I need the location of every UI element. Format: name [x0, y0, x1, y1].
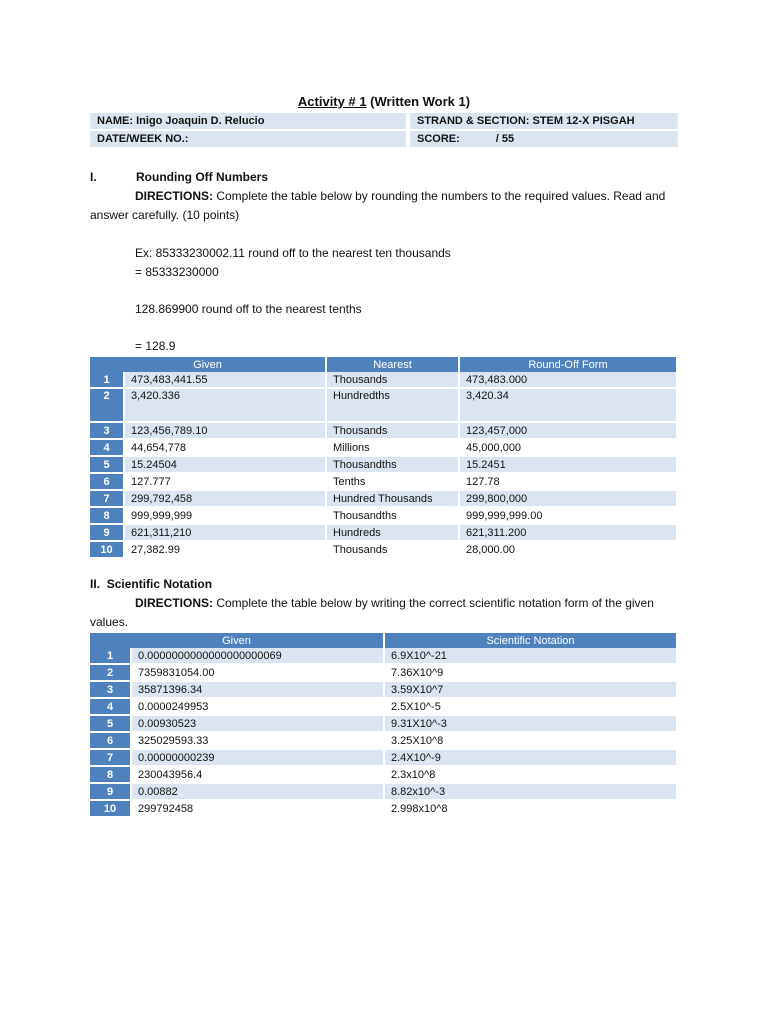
nearest-cell: Hundreds — [326, 524, 459, 541]
section-2-number: II. — [90, 577, 101, 591]
nearest-cell: Millions — [326, 439, 459, 456]
directions-text: Complete the table below by rounding the numbers to the required values. Read and answer carefully. (10 points) — [90, 189, 666, 222]
row-number: 8 — [90, 766, 131, 783]
given-cell: 0.00000000239 — [131, 749, 384, 766]
row-number: 4 — [90, 439, 124, 456]
row-number: 7 — [90, 749, 131, 766]
score-cell — [410, 130, 678, 148]
row-number: 10 — [90, 541, 124, 558]
example-2-line-1: 128.869900 round off to the nearest tenths — [135, 302, 362, 316]
row-number: 7 — [90, 490, 124, 507]
section-1-heading — [90, 170, 268, 184]
date-week: DATE/WEEK NO.: — [90, 130, 406, 148]
given-cell: 999,999,999 — [124, 507, 326, 524]
nearest-cell: Thousandths — [326, 507, 459, 524]
scientific-table-header — [90, 633, 677, 648]
notation-cell: 2.3x10^8 — [384, 766, 677, 783]
notation-cell: 2.4X10^-9 — [384, 749, 677, 766]
table-row — [90, 422, 677, 439]
given-cell: 44,654,778 — [124, 439, 326, 456]
rounding-table — [90, 357, 678, 559]
table-row — [90, 698, 677, 715]
table-row — [90, 749, 677, 766]
table-row — [90, 715, 677, 732]
nearest-cell: Thousandths — [326, 456, 459, 473]
row-number: 4 — [90, 698, 131, 715]
row-number: 10 — [90, 800, 131, 817]
score-value: / 55 — [495, 133, 515, 145]
directions-label: DIRECTIONS: — [135, 596, 213, 610]
given-cell: 27,382.99 — [124, 541, 326, 558]
given-cell: 299,792,458 — [124, 490, 326, 507]
section-2-directions — [90, 594, 675, 632]
section-2-heading — [90, 577, 212, 591]
row-number: 6 — [90, 473, 124, 490]
table-row — [90, 766, 677, 783]
table-row — [90, 439, 677, 456]
table-row — [90, 473, 677, 490]
given-cell: 325029593.33 — [131, 732, 384, 749]
column-header: Nearest — [326, 357, 459, 372]
given-cell: 299792458 — [131, 800, 384, 817]
given-cell: 473,483,441.55 — [124, 372, 326, 388]
table-row — [90, 524, 677, 541]
example-2-answer — [135, 337, 175, 356]
given-cell: 127.777 — [124, 473, 326, 490]
notation-cell: 3.25X10^8 — [384, 732, 677, 749]
given-cell: 35871396.34 — [131, 681, 384, 698]
column-header: Scientific Notation — [384, 633, 677, 648]
table-row — [90, 541, 677, 558]
scientific-notation-table — [90, 633, 678, 818]
row-number: 2 — [90, 388, 124, 422]
row-number: 5 — [90, 715, 131, 732]
notation-cell: 3.59X10^7 — [384, 681, 677, 698]
row-number: 9 — [90, 524, 124, 541]
roundoff-cell: 127.78 — [459, 473, 677, 490]
section-1-directions — [90, 187, 675, 225]
roundoff-cell: 473,483.000 — [459, 372, 677, 388]
section-2-title: Scientific Notation — [106, 577, 213, 591]
directions-text: Complete the table below by writing the correct scientific notation form of the given values. — [90, 596, 654, 629]
nearest-cell: Thousands — [326, 541, 459, 558]
table-row — [90, 800, 677, 817]
notation-cell: 2.5X10^-5 — [384, 698, 677, 715]
nearest-cell: Hundredths — [326, 388, 459, 422]
row-number: 2 — [90, 664, 131, 681]
table-row — [90, 388, 677, 422]
row-number: 1 — [90, 648, 131, 664]
row-number: 8 — [90, 507, 124, 524]
table-row — [90, 648, 677, 664]
section-1-title: Rounding Off Numbers — [136, 170, 268, 184]
given-cell: 123,456,789.10 — [124, 422, 326, 439]
given-cell: 15.24504 — [124, 456, 326, 473]
row-number: 3 — [90, 681, 131, 698]
nearest-cell: Thousands — [326, 422, 459, 439]
roundoff-cell: 28,000.00 — [459, 541, 677, 558]
column-header: Given — [90, 357, 326, 372]
notation-cell: 7.36X10^9 — [384, 664, 677, 681]
score-label: SCORE: — [417, 133, 460, 145]
student-info-table — [90, 113, 678, 149]
table-row — [90, 783, 677, 800]
given-cell: 0.0000249953 — [131, 698, 384, 715]
table-row — [90, 732, 677, 749]
given-cell: 0.00930523 — [131, 715, 384, 732]
column-header: Given — [90, 633, 384, 648]
activity-subtitle: (Written Work 1) — [366, 94, 471, 109]
row-number: 3 — [90, 422, 124, 439]
example-1-line-2: = 85333230000 — [135, 265, 219, 279]
nearest-cell: Tenths — [326, 473, 459, 490]
table-row — [90, 372, 677, 388]
roundoff-cell: 15.2451 — [459, 456, 677, 473]
directions-label: DIRECTIONS: — [135, 189, 213, 203]
column-header: Round-Off Form — [459, 357, 677, 372]
table-row — [90, 490, 677, 507]
rounding-table-header — [90, 357, 677, 372]
table-row — [90, 664, 677, 681]
given-cell: 0.0000000000000000000069 — [131, 648, 384, 664]
given-cell: 230043956.4 — [131, 766, 384, 783]
example-1-line-1: Ex: 85333230002.11 round off to the nearest ten thousands — [135, 246, 451, 260]
nearest-cell: Hundred Thousands — [326, 490, 459, 507]
strand-section: STRAND & SECTION: STEM 12-X PISGAH — [410, 113, 678, 130]
notation-cell: 2.998x10^8 — [384, 800, 677, 817]
notation-cell: 6.9X10^-21 — [384, 648, 677, 664]
given-cell: 0.00882 — [131, 783, 384, 800]
roundoff-cell: 299,800,000 — [459, 490, 677, 507]
given-cell: 3,420.336 — [124, 388, 326, 422]
row-number: 9 — [90, 783, 131, 800]
example-1 — [135, 244, 451, 282]
table-row — [90, 681, 677, 698]
row-number: 1 — [90, 372, 124, 388]
given-cell: 7359831054.00 — [131, 664, 384, 681]
notation-cell: 9.31X10^-3 — [384, 715, 677, 732]
row-number: 6 — [90, 732, 131, 749]
page-title — [0, 94, 768, 109]
roundoff-cell: 3,420.34 — [459, 388, 677, 422]
section-1-number: I. — [90, 170, 97, 184]
nearest-cell: Thousands — [326, 372, 459, 388]
notation-cell: 8.82x10^-3 — [384, 783, 677, 800]
roundoff-cell: 123,457,000 — [459, 422, 677, 439]
roundoff-cell: 45,000,000 — [459, 439, 677, 456]
table-row — [90, 507, 677, 524]
student-name: NAME: Inigo Joaquin D. Relucio — [90, 113, 406, 130]
example-2 — [135, 300, 362, 319]
activity-number: Activity # 1 — [297, 94, 367, 109]
example-2-line-2: = 128.9 — [135, 339, 176, 353]
row-number: 5 — [90, 456, 124, 473]
roundoff-cell: 999,999,999.00 — [459, 507, 677, 524]
given-cell: 621,311,210 — [124, 524, 326, 541]
roundoff-cell: 621,311.200 — [459, 524, 677, 541]
table-row — [90, 456, 677, 473]
